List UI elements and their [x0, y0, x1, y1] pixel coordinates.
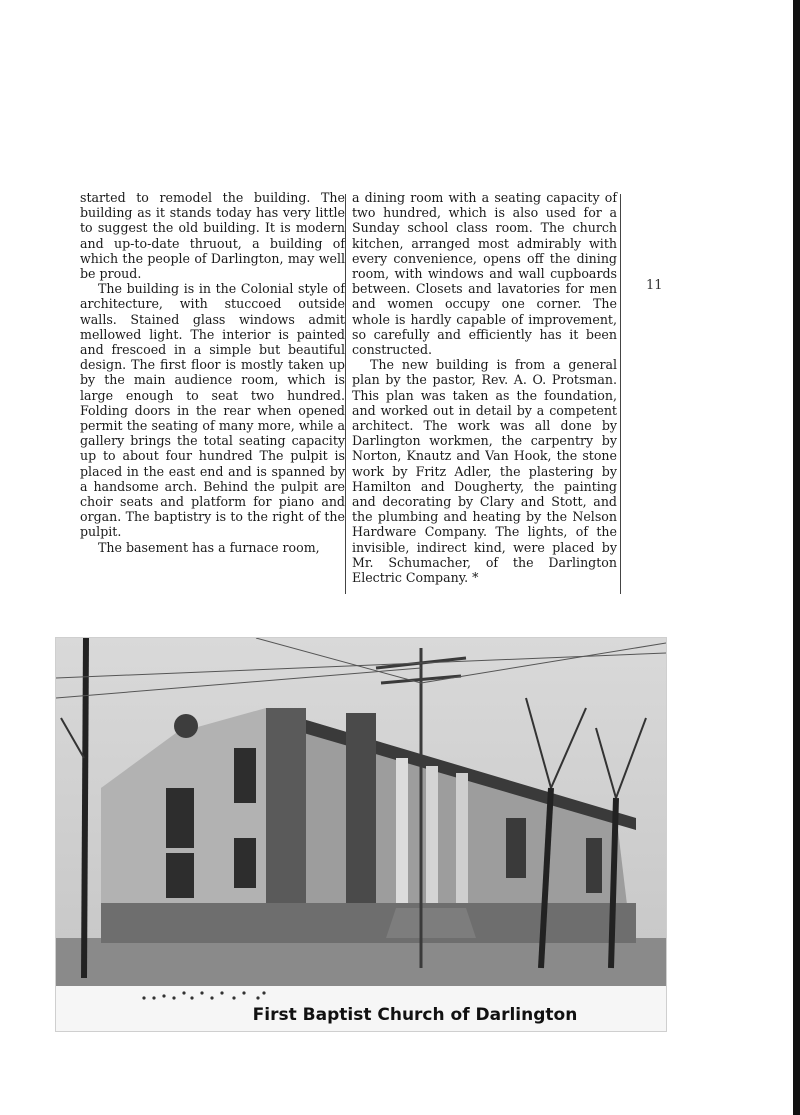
column-divider	[345, 194, 346, 594]
photo-caption	[55, 1000, 665, 1030]
church-illustration	[56, 638, 666, 1031]
paragraph: The building is in the Colonial style of architecture, with stuccoed outside walls. Stained glass windows admit mellowed light. The interior is painted and frescoed in a simple but beautiful design. The first floor is mostly taken up by the main audience room, which is large enough to seat two hundred. Folding doors in the rear when opened permit the seating of many more, while a gallery brings the total seating capacity up to about four hundred The pulpit is placed in the east end and is spanned by a handsome arch. Behind the pulpit are choir seats and platform for piano and organ. The baptistry is to the right of the pulpit.	[80, 281, 345, 540]
article-left-column	[80, 190, 345, 555]
paragraph: a dining room with a seating capacity of two hundred, which is also used for a Sunday school class room. The church kitchen, arranged most admirably with every convenience, opens off the dining room, with windows and wall cupboards between. Closets and lavatories for men and women occupy one corner. The whole is hardly capable of improvement, so carefully and efficiently has it been constructed.	[352, 190, 617, 358]
caption-text: First Baptist Church of Darlington	[252, 1005, 578, 1025]
scan-edge	[793, 0, 800, 1115]
paragraph: The new building is from a general plan by the pastor, Rev. A. O. Protsman. This plan was taken as the foundation, and worked out in detail by a competent architect. The work was all done by Darlington workmen, the carpentry by Norton, Knautz and Van Hook, the stone work by Fritz Adler, the plastering by Hamilton and Dougherty, the painting and decorating by Clary and Stott, and the plumbing and heating by the Nelson Hardware Company. The lights, of the invisible, indirect kind, were placed by Mr. Schumacher, of the Darlington Electric Company. *	[352, 357, 617, 586]
paragraph: The basement has a furnace room,	[98, 539, 320, 555]
article-columns	[80, 190, 620, 600]
paragraph: started to remodel the building. The building as it stands today has very little to suggest the old building. It is modern and up-to-date thruout, a building of which the people of Darlington, may well be proud.	[80, 190, 345, 282]
margin-mark: 11	[646, 278, 663, 293]
church-photo	[55, 637, 667, 1032]
article-right-column	[352, 190, 617, 585]
column-rule	[620, 194, 621, 594]
scan-speckle	[140, 988, 270, 1002]
